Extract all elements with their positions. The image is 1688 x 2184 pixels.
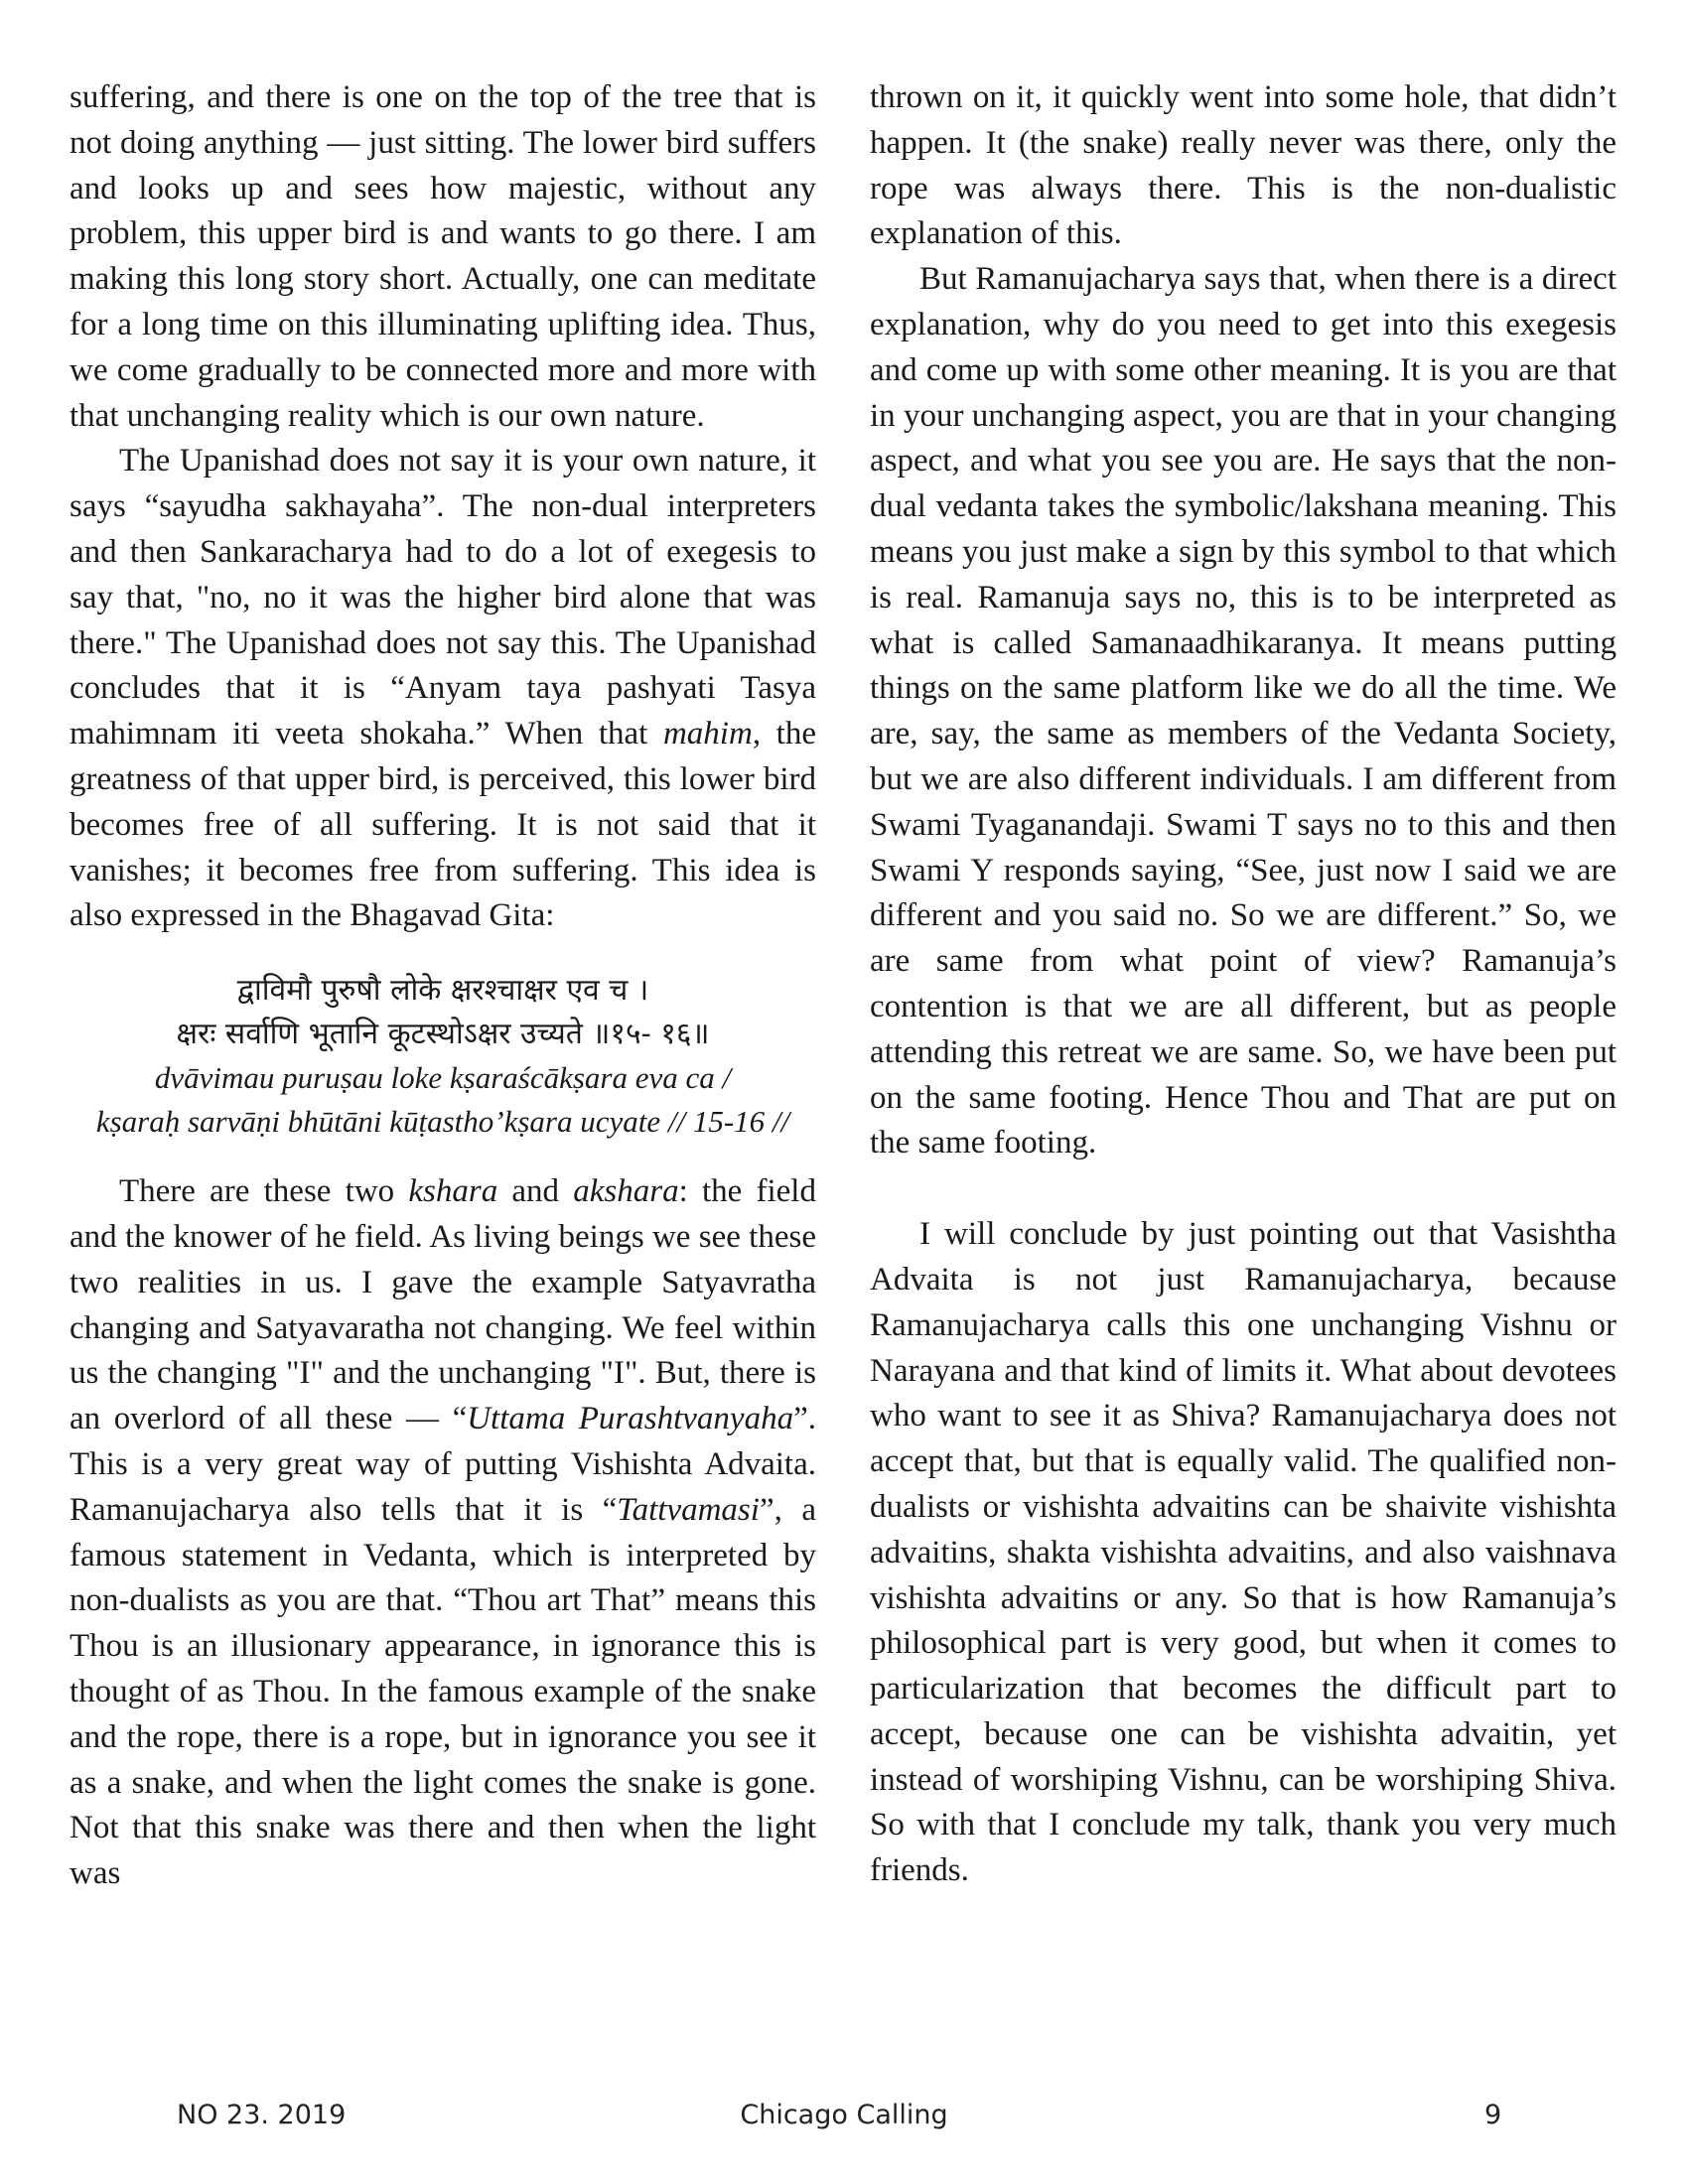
page-number: 9 xyxy=(1484,2100,1502,2130)
emphasis: mahim xyxy=(662,716,753,752)
emphasis: kshara xyxy=(408,1173,498,1210)
publication-title: Chicago Calling xyxy=(740,2100,948,2130)
emphasis: akshara xyxy=(573,1173,679,1210)
right-column xyxy=(870,75,1617,1894)
verse-transliteration-line-1: dvāvimau puruṣau loke kṣaraścākṣara eva ca / xyxy=(154,1060,732,1096)
emphasis: Tattvamasi xyxy=(617,1491,760,1528)
text-span: ”. This is a very great way of putting Vishishta Advaita. Ramanujacharya also tells that it is “ xyxy=(70,1401,816,1528)
text-span: ”, a famous statement in Vedanta, which is interpreted by non-dualists as you are that. “Thou art That” means this Thou is an illusionary appearance, in ignorance this is thought of as Thou. In the famous example of the snake and the rope, there is a rope, but in ignorance you see it as a snake, and when the light comes the snake is gone. Not that this snake was there and then when the light was xyxy=(70,1491,816,1892)
emphasis: Uttama Purashtvanyaha xyxy=(467,1401,794,1437)
paragraph: thrown on it, it quickly went into some hole, that didn’t happen. It (the snake) really never was there, only the rope was always there. This is the non-dualistic explanation of this. xyxy=(870,79,1617,252)
text-span: The Upanishad does not say it is your own nature, it says “sayudha sakhayaha”. The non-dual interpreters and then Sankaracharya had to do a lot of exegesis to say that, "no, no it was the higher bird alone that was there." The Upanishad does not say this. The Upanishad concludes that it is “Anyam taya pashyati Tasya mahimnam iti veeta shokaha.” When that xyxy=(70,443,816,752)
text-span: : the field and the knower of he field. As living beings we see these two realities in us. I gave the example Satyavratha changing and Satyavaratha not changing. We feel within us the changing "I" and the unchanging "I". But, there is an overlord of all these — “ xyxy=(70,1173,816,1437)
verse-devanagari-line-1: द्वाविमौ पुरुषौ लोके क्षरश्चाक्षर एव च । xyxy=(236,973,649,1009)
paragraph: But Ramanujacharya says that, when there is a direct explanation, why do you need to get into this exegesis and come up with some other meaning. It is you are that in your unchanging aspect, you are that in your changing aspect, and what you see you are. He says that the non-dual vedanta takes the symbolic/lakshana meaning. This means you just make a sign by this symbol to that which is real. Ramanuja says no, this is to be interpreted as what is called Samanaadhikaranya. It means putting things on the same platform like we do all the time. We are, say, the same as members of the Vedanta Society, but we are also different individuals. I am different from Swami Tyaganandaji. Swami T says no to this and then Swami Y responds saying, “See, just now I said we are different and you said no. So we are different.” So, we are same from what point of view? Ramanuja’s contention is that we are all different, but as people attending this retreat we are same. So, we have been put on the same footing. Hence Thou and That are put on the same footing. xyxy=(870,261,1617,1161)
issue-number: NO 23. 2019 xyxy=(177,2100,347,2130)
text-span: and xyxy=(497,1173,574,1210)
page-footer xyxy=(0,2100,1688,2139)
verse-devanagari-line-2: क्षरः सर्वाणि भूतानि कूटस्थोऽक्षर उच्यते ॥१५- १६॥ xyxy=(176,1017,710,1052)
paragraph xyxy=(70,1169,816,1897)
paragraph xyxy=(70,439,816,939)
gita-verse xyxy=(70,969,816,1144)
left-column xyxy=(70,75,816,1897)
text-span: , the greatness of that upper bird, is perceived, this lower bird becomes free of all suffering. It is not said that it vanishes; it becomes free from suffering. This idea is also expressed in the Bhagavad Gita: xyxy=(70,716,816,934)
text-span: There are these two xyxy=(119,1173,409,1210)
paragraph: suffering, and there is one on the top of the tree that is not doing anything — just sitting. The lower bird suffers and looks up and sees how majestic, without any problem, this upper bird is and wants to go there. I am making this long story short. Actually, one can meditate for a long time on this illuminating uplifting idea. Thus, we come gradually to be connected more and more with that unchanging reality which is our own nature. xyxy=(70,79,816,434)
paragraph: I will conclude by just pointing out that Vasishtha Advaita is not just Ramanujacharya, because Ramanujacharya calls this one unchanging Vishnu or Narayana and that kind of limits it. What about devotees who want to see it as Shiva? Ramanujacharya does not accept that, but that is equally valid. The qualified non-dualists or vishishta advaitins can be shaivite vishishta advaitins, shakta vishishta advaitins, and also vaishnava vishishta advaitins or any. So that is how Ramanuja’s philosophical part is very good, but when it comes to particularization that becomes the difficult part to accept, because one can be vishishta advaitin, yet instead of worshiping Vishnu, can be worshiping Shiva. So with that I conclude my talk, thank you very much friends. xyxy=(870,1216,1617,1889)
verse-transliteration-line-2: kṣaraḥ sarvāṇi bhūtāni kūṭastho’kṣara ucyate // 15-16 // xyxy=(95,1104,790,1140)
paragraph-gap xyxy=(870,1166,1617,1212)
